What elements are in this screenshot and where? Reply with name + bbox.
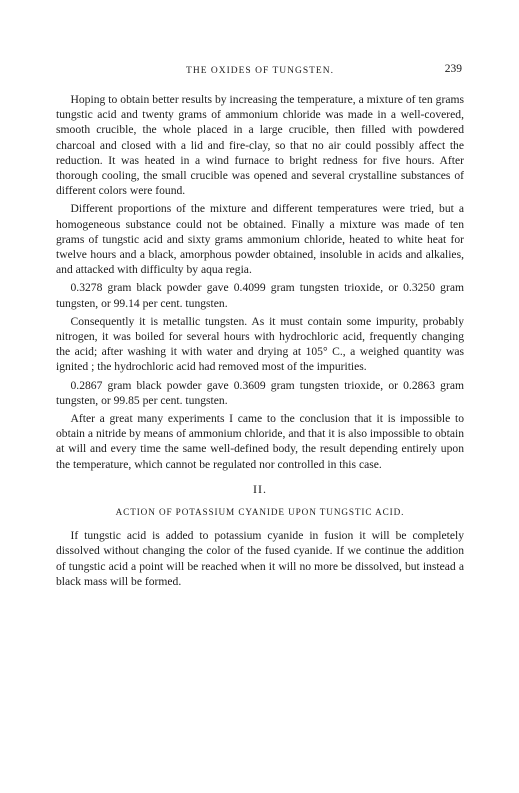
paragraph: Different proportions of the mixture and different temperatures were tried, but a homogeneous substance could not be obtained. Finally a mixture was made of ten grams of tungstic acid and sixty grams ammonium chloride, heated to white heat for twelve hours and a black, amorphous powder obtained, insoluble in acids and alkalies, and attacked with difficulty by aqua regia. <box>56 202 464 277</box>
running-title: THE OXIDES OF TUNGSTEN. <box>186 66 334 76</box>
paragraph: If tungstic acid is added to potassium cyanide in fusion it will be completely dissolved without changing the color of the fused cyanide. If we continue the addition of tungstic acid a point will be reached when it will no more be dissolved, but instead a black mass will be formed. <box>56 529 464 588</box>
section-numeral: II. <box>253 481 267 496</box>
page-number: 239 <box>444 63 462 75</box>
section-heading: ACTION OF POTASSIUM CYANIDE UPON TUNGSTIC ACID. <box>115 507 405 518</box>
book-page <box>56 62 464 592</box>
running-head <box>56 62 464 78</box>
paragraph: Consequently it is metallic tungsten. As it must contain some impurity, probably nitrogen, it was boiled for several hours with hydrochloric acid, frequently changing the acid; after washing it with water and drying at 105° C., a weighed quantity was ignited ; the hydrochloric acid had removed most of the impurities. <box>56 314 464 374</box>
paragraph: After a great many experiments I came to the conclusion that it is impossible to obtain a nitride by means of ammonium chloride, and that it is also impossible to obtain at will and every time the same well-defined body, the result depending entirely upon the temperature, which cannot be regulated nor controlled in this case. <box>56 412 464 471</box>
paragraph: Hoping to obtain better results by increasing the temperature, a mixture of ten grams tungstic acid and twenty grams of ammonium chloride was made in a well-covered, smooth crucible, the whole placed in a large crucible, then filled with powdered charcoal and closed with a lid and fire-clay, so that no air could possibly affect the reduction. It was heated in a wind furnace to bright redness for five hours. After thorough cooling, the small crucible was opened and several crystalline substances of different colors were found. <box>56 93 464 198</box>
analysis-result: 0.3278 gram black powder gave 0.4099 gram tungsten trioxide, or 0.3250 gram tungsten, or 99.14 per cent. tungsten. <box>56 281 464 310</box>
analysis-result: 0.2867 gram black powder gave 0.3609 gram tungsten trioxide, or 0.2863 gram tungsten, or 99.85 per cent. tungsten. <box>56 378 464 407</box>
